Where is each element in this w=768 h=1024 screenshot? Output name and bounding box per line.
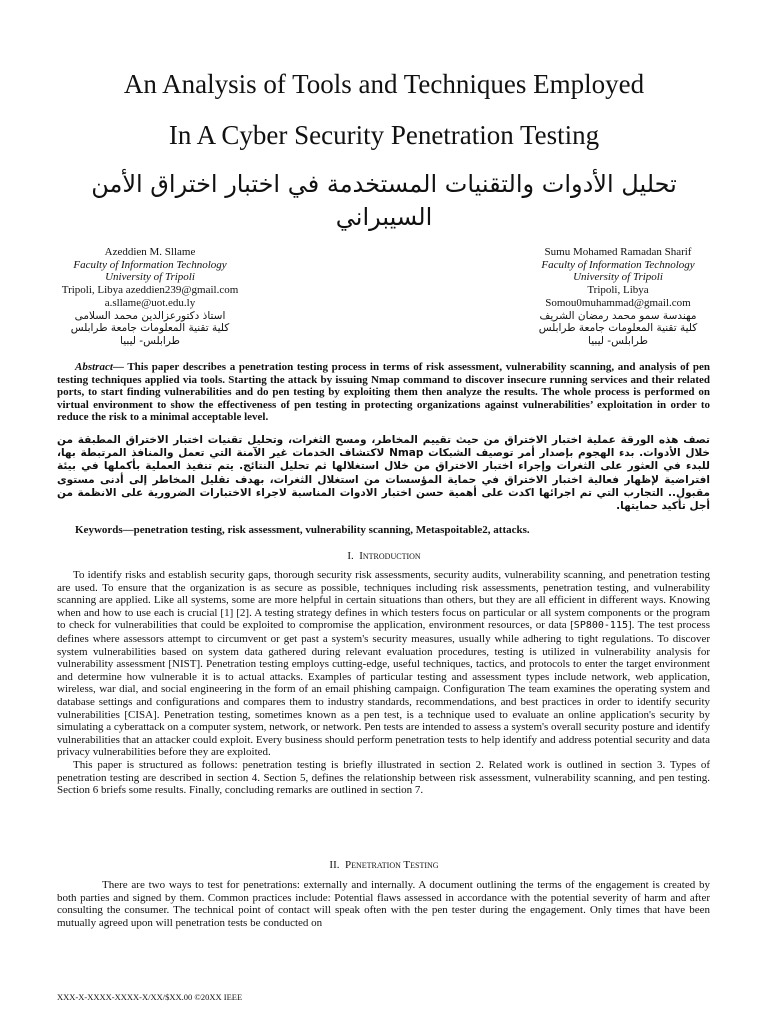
author-email: Somou0muhammad@gmail.com: [545, 296, 691, 309]
arabic-abstract: تصف هذه الورقة عملية اختبار الاختراق من حيث تقييم المخاطر، ومسح الثغرات، وتحليل تقنيات اختبار الاختراق المطبقة من خلال الأدوات. بدء الهجوم بإصدار أمر توصيف الشبكات Nmap لاكتشاف الخدمات غير الآمنة التي تعمل والمنافذ المرتبطة بها، للبدء في العثور على الثغرات وإجراء اختبار الاختراق من خلال استغلالها ثم تحليل النتائج. يتم تنفيذ العملية بأكملها في بيئة افتراضية لإظهار فعالية اختبار الاختراق في حماية المؤسسات من استغلال الثغرات، بهدف تقليل المخاطر إلى أدنى مستوى مقبول.. التجارب التي تم اجرائها اكدت على أهمية حسن اختبار الادوات المناسبة لاجراء الاختبارات الضرورية على الانظمة من أجل تأكيد حمايتها.: [57, 434, 711, 513]
paper-title-line-1: An Analysis of Tools and Techniques Employed: [123, 69, 645, 99]
page-footer: XXX-X-XXXX-XXXX-X/XX/$XX.00 ©20XX IEEE: [57, 992, 243, 1002]
penetration-testing-body: [57, 879, 710, 929]
paper-title-line-2: In A Cyber Security Penetration Testing: [168, 120, 600, 150]
arabic-title: تحليل الأدوات والتقنيات المستخدمة في اختبار اختراق الأمن السيبراني: [91, 170, 677, 231]
author-arabic-name: مهندسة سمو محمد رمضان الشريف: [539, 309, 697, 322]
author-arabic-name: استاذ دكتورعزالدين محمد السلامى: [74, 309, 226, 322]
author-email: a.sllame@uot.edu.ly: [104, 296, 196, 309]
section-title: Introduction: [359, 550, 421, 562]
author-university: University of Tripoli: [105, 271, 195, 284]
abstract: [57, 361, 710, 424]
author-block-left: [20, 246, 280, 348]
paragraph: There are two ways to test for penetrations: externally and internally. A document outlining the terms of the engagement is created by both parties and signed by them. Common practices include: Potential flaws assessed in accordance with the potential severity of harm and after consulting the consumer. The technical point of contact will speak often with the pen tester during the engagement. Only times that have been mutually agreed upon will penetration tests be conducted on: [57, 879, 710, 929]
author-name: Azeddien M. Sllame: [104, 246, 196, 258]
author-arabic-city: طرابلس- ليبيا: [120, 334, 180, 347]
author-arabic-faculty: كلية تقنية المعلومات جامعة طرابلس: [538, 322, 698, 335]
abstract-text: — This paper describes a penetration testing process in terms of risk assessment, vulnerability scanning, and analysis of pen testing techniques applied via tools. Starting the attack by issuing Nmap command to discover insecure running services and their related ports, to start finding vulnerabilities and do pen testing by exploiting them then analyze the results. The whole process is performed on virtual environment to show the effectiveness of pen testing in protecting organizations against vulnerabilities’ exploitation in order to reduce the risk to a minimal acceptable level.: [57, 361, 710, 424]
author-block-right: [488, 246, 748, 348]
author-arabic-city: طرابلس- ليبيا: [588, 334, 648, 347]
text-run: ]. The test process defines where assessors attempt to circumvent or get past a system's security measures, usually while adhering to tight regulations. To discover system vulnerabilities based on system data gathered during relevant evaluation procedures, testing is utilized in vulnerability analysis for vulnerability assessment [NIST]. Penetration testing employs cutting-edge, useful techniques, tactics, and protocols to enter the target environment and determine how vulnerable it is to actual attacks. Examples of particular testing and assessment types include network, web application, wireless, war dial, and social engineering in the form of an email phishing campaign. Configuration The team examines the operating system and database settings and configurations and compares them to industry standards, recommendations, and best practices in order to identify security vulnerabilities [CISA]. Penetration testing, sometimes known as a pen test, is a technique used to evaluate an online application's security by simulating a cyberattack on a computer system, network, or network. Pen tests are intended to assess a system's overall security posture and identify vulnerabilities that an attacker could exploit. Every business should perform penetration tests to help identify and address potential security and data privacy vulnerabilities before they are exploited.: [57, 619, 710, 759]
author-arabic-faculty: كلية تقنية المعلومات جامعة طرابلس: [70, 322, 230, 335]
text-run: To identify risks and establish security gaps, thorough security risk assessments, security audits, vulnerability scanning, and penetration testing are used. To ensure that the organization is as secure as possible, techniques including risk assessments, penetration testing, and vulnerability scanning are applied. Like all systems, some are more helpful in certain situations than others, but they are all efficient in different ways. Knowing when and how to use each is crucial [1] [2]. A testing strategy defines in which testers focus on particular or all system components or the program to check for vulnerabilities that could be exploited to compromise the application, environment resources, or data [: [57, 569, 710, 632]
author-location: Tripoli, Libya: [587, 284, 649, 297]
author-faculty: Faculty of Information Technology: [541, 258, 695, 271]
author-name: Sumu Mohamed Ramadan Sharif: [544, 246, 692, 258]
abstract-lead: Abstract: [75, 361, 113, 373]
section-number: II.: [329, 859, 340, 871]
section-heading-introduction: [0, 550, 768, 562]
author-location: Tripoli, Libya azeddien239@gmail.com: [61, 284, 239, 297]
reference-sp800-115: SP800-115: [573, 620, 628, 632]
paragraph: This paper is structured as follows: penetration testing is briefly illustrated in section 2. Related work is outlined in section 3. Types of penetration testing are described in section 4. Section 5, defines the relationship between risk assessment, vulnerability scanning, and pen testing. Section 6 briefs some results. Finally, concluding remarks are outlined in section 7.: [57, 758, 710, 797]
section-title: Penetration Testing: [344, 859, 439, 871]
paragraph: [57, 569, 710, 759]
section-heading-penetration-testing: [0, 859, 768, 871]
introduction-body: [57, 569, 710, 797]
author-faculty: Faculty of Information Technology: [73, 258, 227, 271]
keywords: Keywords—penetration testing, risk assessment, vulnerability scanning, Metaspoitable2, attacks.: [75, 524, 530, 536]
section-number: I.: [347, 550, 354, 562]
author-university: University of Tripoli: [573, 271, 663, 284]
